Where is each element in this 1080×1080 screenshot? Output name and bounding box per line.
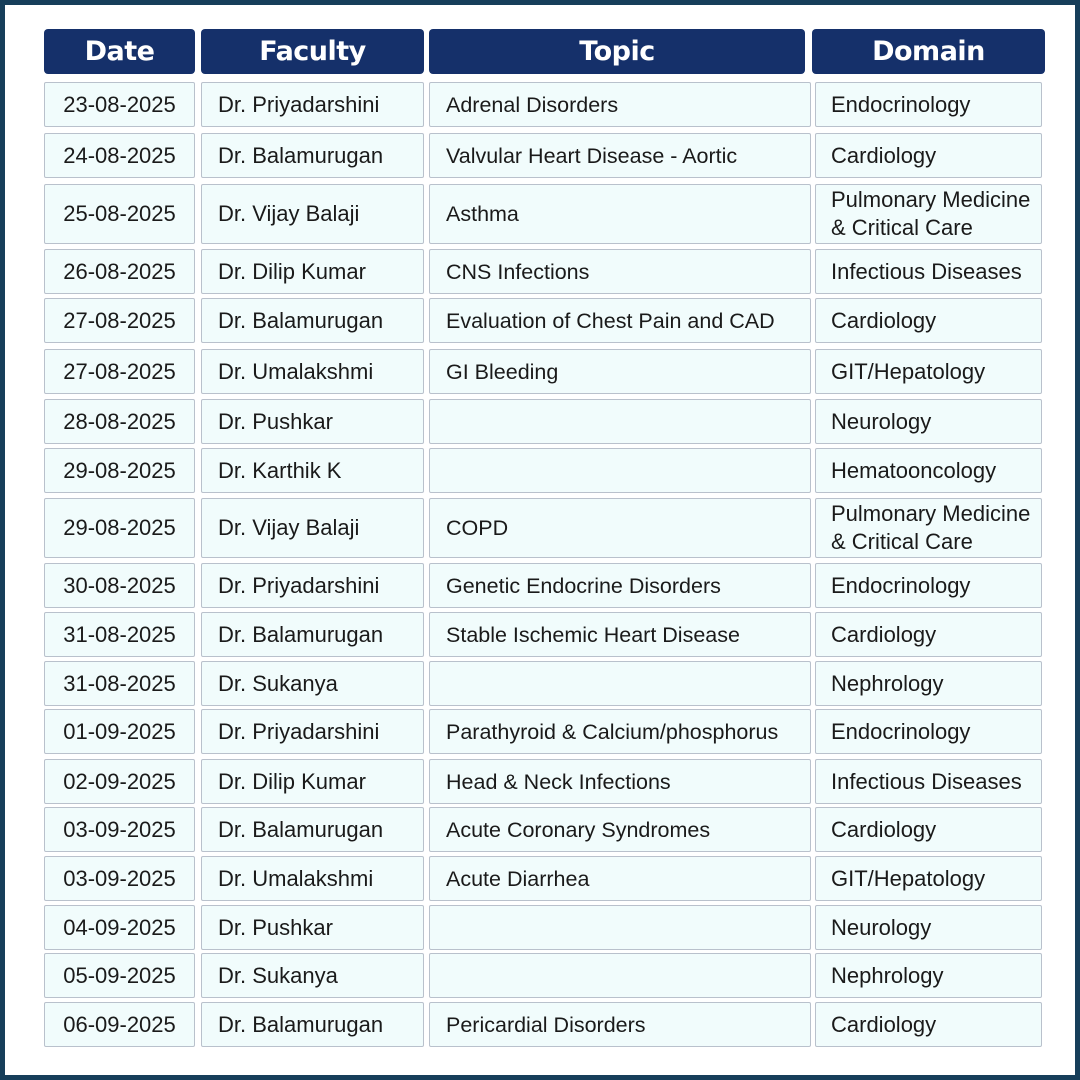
cell-domain	[815, 298, 1042, 343]
cell-date-text: 27-08-2025	[63, 307, 176, 333]
cell-domain-text: Cardiology	[831, 1011, 937, 1037]
cell-faculty-text: Dr. Vijay Balaji	[218, 515, 360, 540]
cell-date	[44, 184, 195, 244]
cell-domain	[815, 807, 1042, 852]
cell-date	[44, 399, 195, 444]
cell-domain-text: Endocrinology	[831, 718, 971, 744]
cell-faculty	[201, 133, 424, 178]
cell-topic-text: GI Bleeding	[446, 359, 559, 384]
cell-domain-text: Cardiology	[831, 142, 937, 168]
cell-topic-text: Parathyroid & Calcium/phosphorus	[446, 719, 779, 744]
cell-date-text: 02-09-2025	[63, 768, 176, 794]
cell-topic-text: Head & Neck Infections	[446, 769, 671, 794]
cell-domain	[815, 563, 1042, 608]
cell-date	[44, 498, 195, 558]
cell-date-text: 24-08-2025	[63, 142, 176, 168]
cell-faculty-text: Dr. Umalakshmi	[218, 865, 374, 891]
cell-faculty	[201, 184, 424, 244]
cell-date	[44, 249, 195, 294]
header-date: Date	[44, 29, 195, 74]
cell-topic-text: Acute Diarrhea	[446, 866, 590, 891]
cell-domain	[815, 349, 1042, 394]
cell-faculty	[201, 563, 424, 608]
cell-topic	[429, 612, 811, 657]
cell-topic	[429, 953, 811, 998]
cell-faculty-text: Dr. Balamurugan	[218, 621, 384, 647]
cell-date	[44, 807, 195, 852]
cell-faculty-text: Dr. Karthik K	[218, 457, 342, 483]
cell-date-text: 23-08-2025	[63, 91, 176, 117]
cell-faculty	[201, 612, 424, 657]
cell-faculty	[201, 661, 424, 706]
cell-date	[44, 661, 195, 706]
cell-domain-text: Hematooncology	[831, 457, 997, 483]
cell-domain	[815, 709, 1042, 754]
cell-faculty	[201, 759, 424, 804]
cell-topic-text: CNS Infections	[446, 259, 590, 284]
cell-domain	[815, 249, 1042, 294]
cell-domain	[815, 184, 1042, 244]
cell-faculty	[201, 298, 424, 343]
cell-faculty-text: Dr. Balamurugan	[218, 1011, 384, 1037]
cell-date-text: 01-09-2025	[63, 718, 176, 744]
cell-faculty-text: Dr. Priyadarshini	[218, 91, 380, 117]
cell-faculty-text: Dr. Balamurugan	[218, 142, 384, 168]
cell-topic	[429, 82, 811, 127]
cell-date-text: 27-08-2025	[63, 358, 176, 384]
cell-date-text: 25-08-2025	[63, 201, 176, 226]
cell-domain-text: Endocrinology	[831, 91, 971, 117]
cell-topic	[429, 905, 811, 950]
cell-topic-text: Pericardial Disorders	[446, 1012, 646, 1037]
cell-domain-text: GIT/Hepatology	[831, 865, 986, 891]
cell-topic	[429, 856, 811, 901]
cell-date	[44, 82, 195, 127]
cell-topic	[429, 759, 811, 804]
cell-faculty	[201, 709, 424, 754]
cell-faculty	[201, 399, 424, 444]
cell-faculty-text: Dr. Sukanya	[218, 670, 338, 696]
cell-faculty	[201, 1002, 424, 1047]
cell-date-text: 04-09-2025	[63, 914, 176, 940]
cell-date-text: 31-08-2025	[63, 670, 176, 696]
cell-domain-text: Pulmonary Medicine & Critical Care	[831, 501, 1031, 554]
cell-topic-text: Valvular Heart Disease - Aortic	[446, 143, 738, 168]
header-topic: Topic	[429, 29, 805, 74]
cell-faculty	[201, 953, 424, 998]
cell-domain-text: Infectious Diseases	[831, 258, 1022, 284]
cell-faculty	[201, 856, 424, 901]
cell-domain	[815, 133, 1042, 178]
cell-topic	[429, 184, 811, 244]
cell-date-text: 03-09-2025	[63, 816, 176, 842]
cell-domain	[815, 498, 1042, 558]
cell-faculty-text: Dr. Balamurugan	[218, 307, 384, 333]
cell-domain-text: Neurology	[831, 914, 932, 940]
cell-domain	[815, 905, 1042, 950]
cell-topic	[429, 349, 811, 394]
cell-date	[44, 856, 195, 901]
cell-date-text: 29-08-2025	[63, 457, 176, 483]
cell-domain-text: Cardiology	[831, 816, 937, 842]
cell-faculty-text: Dr. Pushkar	[218, 408, 333, 434]
cell-domain-text: Neurology	[831, 408, 932, 434]
cell-domain-text: Cardiology	[831, 621, 937, 647]
cell-date-text: 05-09-2025	[63, 962, 176, 988]
cell-faculty-text: Dr. Sukanya	[218, 962, 338, 988]
cell-topic	[429, 1002, 811, 1047]
cell-domain-text: GIT/Hepatology	[831, 358, 986, 384]
cell-topic	[429, 399, 811, 444]
cell-date	[44, 953, 195, 998]
cell-date-text: 31-08-2025	[63, 621, 176, 647]
cell-date-text: 29-08-2025	[63, 515, 176, 540]
cell-topic-text: Evaluation of Chest Pain and CAD	[446, 308, 775, 333]
cell-topic	[429, 249, 811, 294]
cell-faculty	[201, 448, 424, 493]
header-domain: Domain	[812, 29, 1045, 74]
cell-topic	[429, 661, 811, 706]
cell-topic	[429, 709, 811, 754]
cell-faculty	[201, 82, 424, 127]
cell-topic	[429, 563, 811, 608]
cell-date	[44, 448, 195, 493]
cell-faculty-text: Dr. Priyadarshini	[218, 572, 380, 598]
cell-topic-text: Stable Ischemic Heart Disease	[446, 622, 740, 647]
cell-date-text: 26-08-2025	[63, 258, 176, 284]
cell-topic-text: Adrenal Disorders	[446, 92, 619, 117]
cell-domain-text: Nephrology	[831, 962, 944, 988]
cell-date	[44, 905, 195, 950]
cell-domain	[815, 661, 1042, 706]
cell-faculty-text: Dr. Vijay Balaji	[218, 201, 360, 226]
cell-topic	[429, 298, 811, 343]
cell-domain	[815, 1002, 1042, 1047]
cell-date	[44, 349, 195, 394]
cell-date	[44, 759, 195, 804]
cell-faculty-text: Dr. Balamurugan	[218, 816, 384, 842]
cell-date-text: 28-08-2025	[63, 408, 176, 434]
cell-faculty	[201, 807, 424, 852]
cell-date-text: 06-09-2025	[63, 1011, 176, 1037]
cell-domain	[815, 856, 1042, 901]
cell-domain-text: Nephrology	[831, 670, 944, 696]
cell-date	[44, 709, 195, 754]
cell-date-text: 03-09-2025	[63, 865, 176, 891]
cell-faculty	[201, 249, 424, 294]
cell-domain	[815, 953, 1042, 998]
cell-faculty	[201, 349, 424, 394]
cell-faculty-text: Dr. Umalakshmi	[218, 358, 374, 384]
cell-date	[44, 563, 195, 608]
cell-faculty	[201, 498, 424, 558]
cell-date	[44, 133, 195, 178]
cell-topic	[429, 448, 811, 493]
cell-date	[44, 298, 195, 343]
cell-faculty-text: Dr. Priyadarshini	[218, 718, 380, 744]
cell-domain-text: Cardiology	[831, 307, 937, 333]
cell-date	[44, 1002, 195, 1047]
cell-faculty-text: Dr. Dilip Kumar	[218, 258, 366, 284]
cell-topic	[429, 133, 811, 178]
cell-topic	[429, 498, 811, 558]
cell-domain-text: Pulmonary Medicine & Critical Care	[831, 187, 1031, 240]
cell-domain-text: Infectious Diseases	[831, 768, 1022, 794]
header-faculty: Faculty	[201, 29, 424, 74]
cell-topic	[429, 807, 811, 852]
cell-domain	[815, 612, 1042, 657]
cell-topic-text: Genetic Endocrine Disorders	[446, 573, 721, 598]
cell-domain-text: Endocrinology	[831, 572, 971, 598]
cell-topic-text: COPD	[446, 516, 509, 540]
cell-date-text: 30-08-2025	[63, 572, 176, 598]
cell-topic-text: Asthma	[446, 202, 519, 226]
cell-domain	[815, 82, 1042, 127]
cell-domain	[815, 399, 1042, 444]
cell-faculty-text: Dr. Dilip Kumar	[218, 768, 366, 794]
cell-topic-text: Acute Coronary Syndromes	[446, 817, 711, 842]
cell-domain	[815, 448, 1042, 493]
cell-faculty	[201, 905, 424, 950]
cell-domain	[815, 759, 1042, 804]
cell-faculty-text: Dr. Pushkar	[218, 914, 333, 940]
cell-date	[44, 612, 195, 657]
